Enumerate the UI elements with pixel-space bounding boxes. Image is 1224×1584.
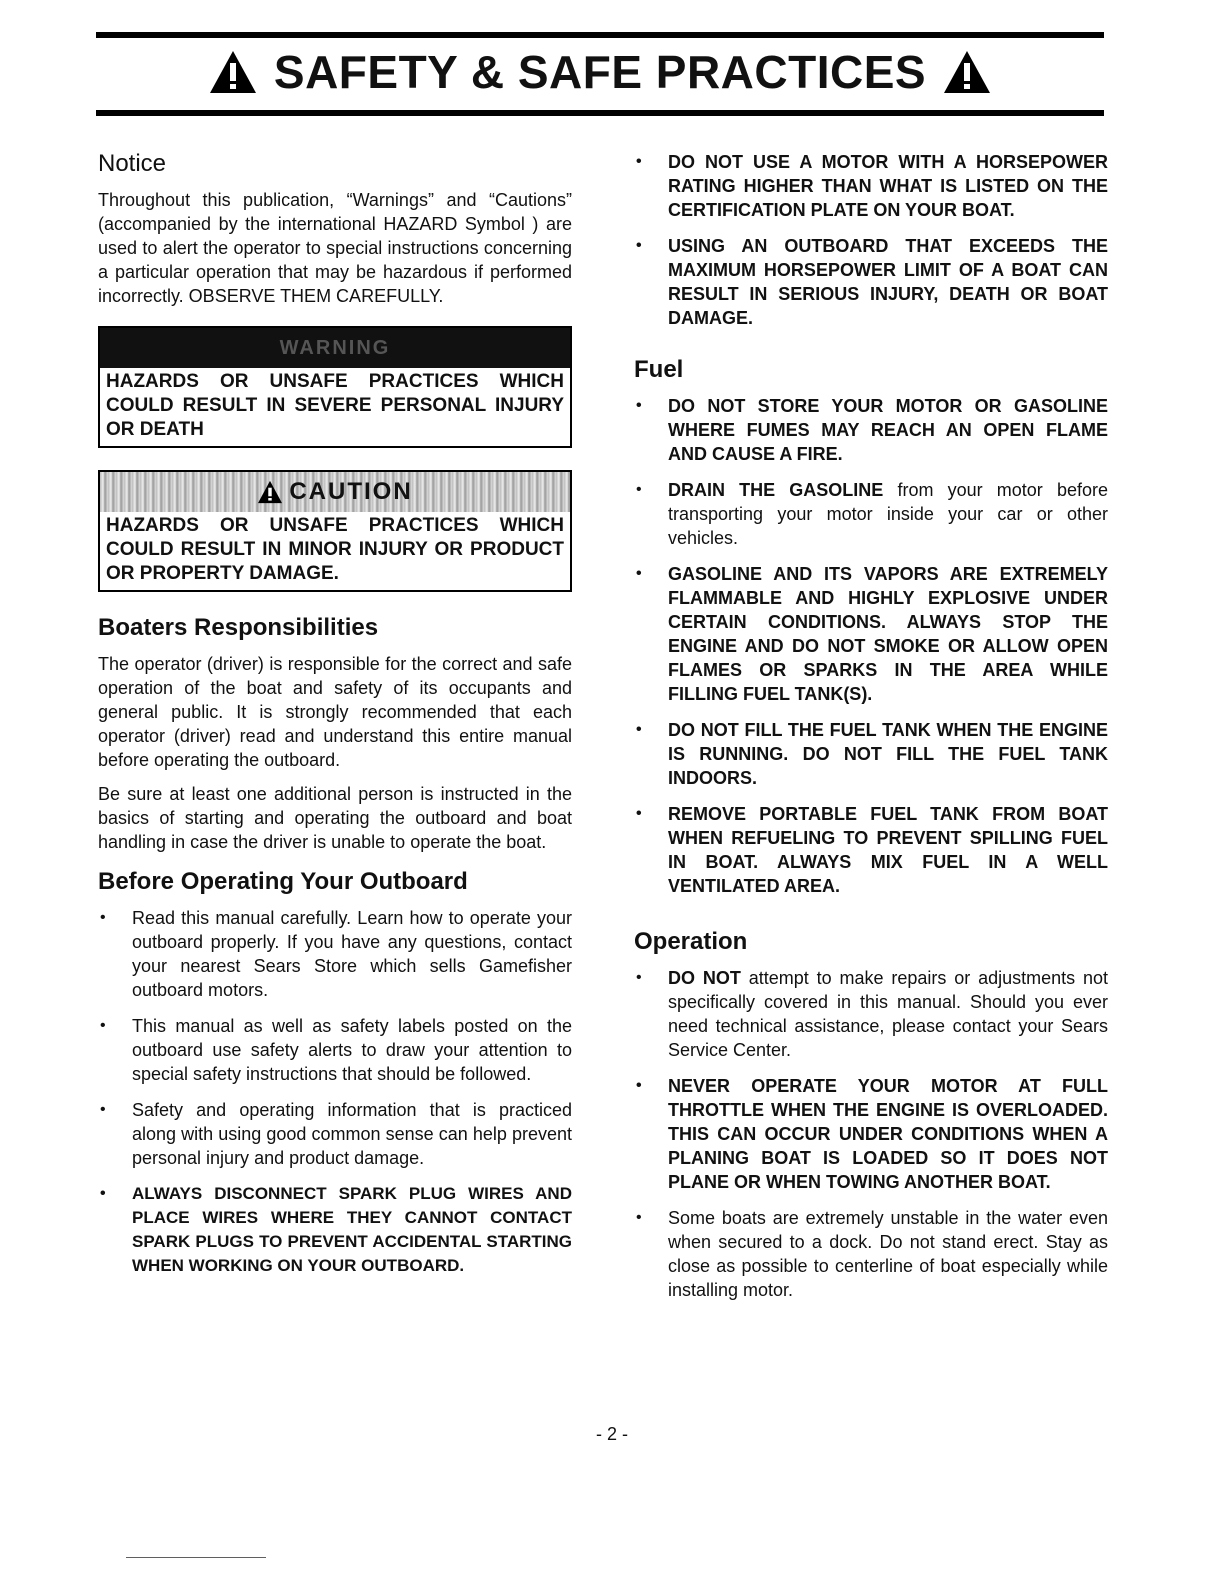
list-item: • USING AN OUTBOARD THAT EXCEEDS THE MAXIMUM HORSEPOWER LIMIT OF A BOAT CAN RESULT IN SERIOUS INJURY, DEATH OR BOAT DAMAGE. [634, 234, 1108, 330]
notice-heading: Notice [98, 150, 167, 177]
page-number: - 2 - [595, 1424, 628, 1444]
page-title [96, 40, 1104, 104]
caution-text: HAZARDS OR UNSAFE PRACTICES WHICH COULD RESULT IN MINOR INJURY OR PRODUCT OR PROPERTY DAMAGE. [106, 515, 564, 584]
fuel-list [634, 394, 1108, 898]
list-item: • Some boats are extremely unstable in the water even when secured to a dock. Do not stand erect. Stay as close as possible to centerline of boat especially while installing motor. [634, 1206, 1108, 1302]
page-title-text: SAFETY & SAFE PRACTICES [273, 46, 927, 98]
list-item: • DO NOT FILL THE FUEL TANK WHEN THE ENGINE IS RUNNING. DO NOT FILL THE FUEL TANK INDOORS. [634, 718, 1108, 790]
before-operating-list [98, 906, 572, 1278]
drain-gasoline-text: from your motor before transporting your motor inside your car or other vehicles. [668, 480, 1108, 548]
list-item [634, 966, 1108, 1062]
warning-text: HAZARDS OR UNSAFE PRACTICES WHICH COULD RESULT IN SEVERE PERSONAL INJURY OR DEATH [106, 371, 564, 440]
footer-line [126, 1557, 266, 1558]
operation-list [634, 966, 1108, 1302]
list-item: • Safety and operating information that is practiced along with using good common sense can help prevent personal injury and product damage. [98, 1098, 572, 1170]
drain-gasoline-emphasis: DRAIN THE GASOLINE [668, 480, 884, 500]
hazard-warning-icon [257, 480, 283, 504]
list-item: • Read this manual carefully. Learn how to operate your outboard properly. If you have any questions, contact your nearest Sears Store which sells Gamefisher outboard motors. [98, 906, 572, 1002]
list-item: • DO NOT STORE YOUR MOTOR OR GASOLINE WHERE FUMES MAY REACH AN OPEN FLAME AND CAUSE A FIRE. [634, 394, 1108, 466]
operation-heading: Operation [634, 928, 748, 955]
caution-box [98, 470, 572, 592]
list-item: • ALWAYS DISCONNECT SPARK PLUG WIRES AND PLACE WIRES WHERE THEY CANNOT CONTACT SPARK PLUGS TO PREVENT ACCIDENTAL STARTING WHEN WORKING ON YOUR OUTBOARD. [98, 1182, 572, 1278]
boaters-paragraph: The operator (driver) is responsible for the correct and safe operation of the boat and safety of its occupants and general public. It is strongly recommended that each operator (driver) read and understand this entire manual before operating the outboard. [98, 654, 572, 770]
caution-label: CAUTION [289, 478, 413, 505]
do-not-emphasis: DO NOT [668, 968, 741, 988]
notice-text: Throughout this publication, “Warnings” and “Cautions” (accompanied by the international HAZARD Symbol ) are used to alert the operator to special instructions concerning a particular operation that may be hazardous if performed incorrectly. OBSERVE THEM CAREFULLY. [98, 190, 572, 306]
header-rule-top [96, 32, 1104, 38]
horsepower-list [634, 150, 1108, 330]
right-column [634, 150, 1108, 1314]
list-item: • This manual as well as safety labels posted on the outboard use safety alerts to draw your attention to special safety instructions that should be followed. [98, 1014, 572, 1086]
hazard-warning-icon [942, 49, 992, 95]
warning-label: WARNING [100, 328, 570, 368]
boaters-heading: Boaters Responsibilities [98, 614, 379, 641]
list-item [634, 478, 1108, 550]
list-item: • DO NOT USE A MOTOR WITH A HORSEPOWER RATING HIGHER THAN WHAT IS LISTED ON THE CERTIFICATION PLATE ON YOUR BOAT. [634, 150, 1108, 222]
list-item: • GASOLINE AND ITS VAPORS ARE EXTREMELY FLAMMABLE AND HIGHLY EXPLOSIVE UNDER CERTAIN CONDITIONS. ALWAYS STOP THE ENGINE AND DO NOT SMOKE OR ALLOW OPEN FLAMES OR SPARKS IN THE AREA WHILE FILLING FUEL TANK(S). [634, 562, 1108, 706]
header-rule-bottom [96, 110, 1104, 116]
list-item: • NEVER OPERATE YOUR MOTOR AT FULL THROTTLE WHEN THE ENGINE IS OVERLOADED. THIS CAN OCCUR UNDER CONDITIONS WHEN A PLANING BOAT IS LOADED SO IT DOES NOT PLANE OR WHEN TOWING ANOTHER BOAT. [634, 1074, 1108, 1194]
caution-band [100, 472, 570, 512]
before-operating-heading: Before Operating Your Outboard [98, 868, 468, 895]
left-column [98, 150, 572, 1290]
boaters-paragraph: Be sure at least one additional person is instructed in the basics of starting and operating the outboard and boat handling in case the driver is unable to operate the boat. [98, 784, 572, 852]
list-item: • REMOVE PORTABLE FUEL TANK FROM BOAT WHEN REFUELING TO PREVENT SPILLING FUEL IN BOAT. ALWAYS MIX FUEL IN A WELL VENTILATED AREA. [634, 802, 1108, 898]
fuel-heading: Fuel [634, 356, 684, 383]
warning-box [98, 326, 572, 448]
hazard-warning-icon [208, 49, 258, 95]
do-not-text: attempt to make repairs or adjustments not specifically covered in this manual. Should you ever need technical assistance, please contact your Sears Service Center. [668, 968, 1108, 1060]
